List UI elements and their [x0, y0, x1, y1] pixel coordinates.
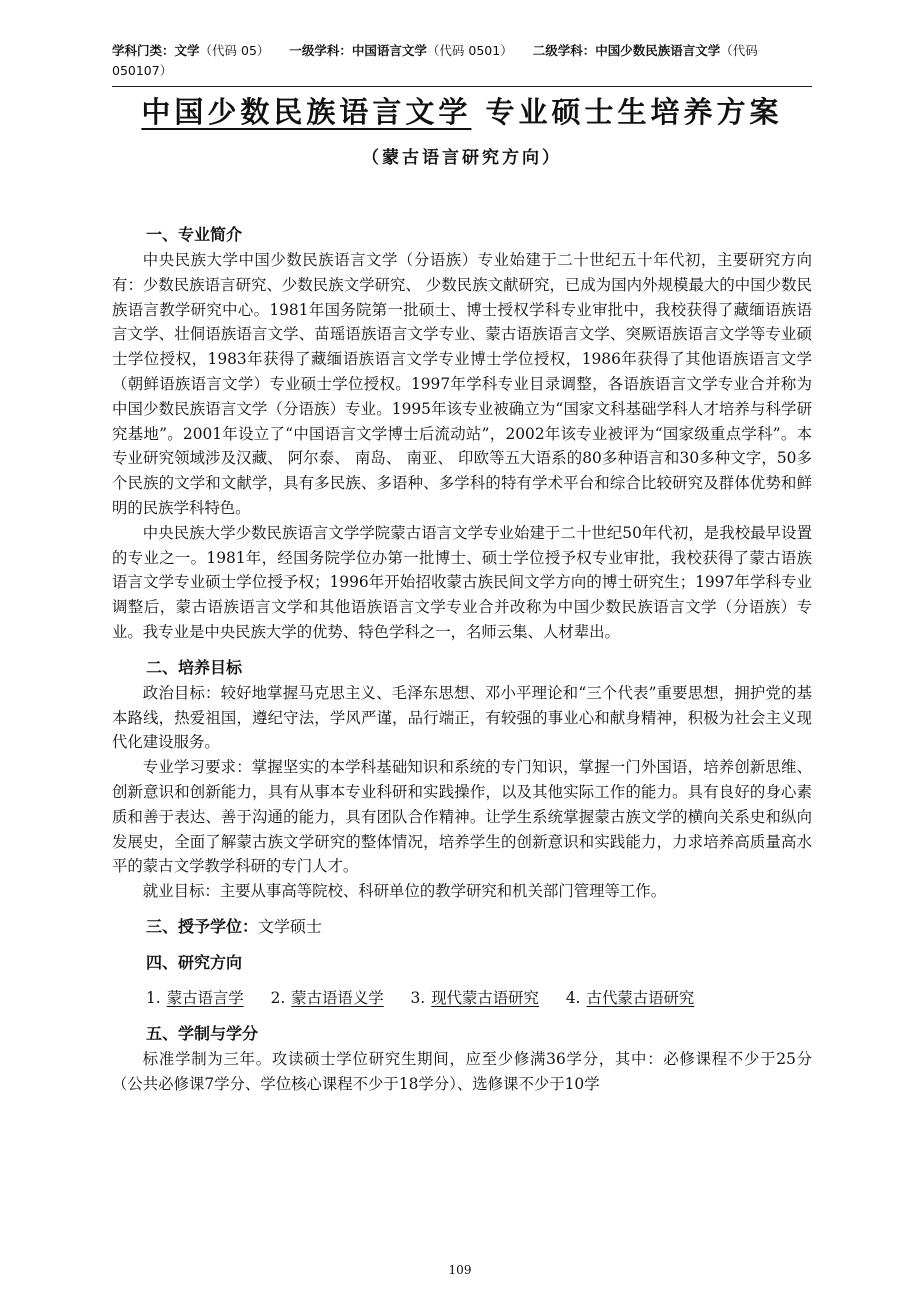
goals-paragraph-political: 政治目标：较好地掌握马克思主义、毛泽东思想、邓小平理论和“三个代表”重要思想，拥护党的基本路线，热爱祖国，遵纪守法，学风严谨，品行端正，有较强的事业心和献身精神，积极为社会主义现代化建设服务。	[112, 683, 812, 752]
section-heading-degree	[112, 914, 812, 940]
direction-label: 蒙古语言学	[166, 988, 244, 1007]
degree-value: 文学硕士	[258, 916, 323, 936]
list-item: 4. 古代蒙古语研究	[566, 986, 700, 1011]
level1-code: （代码 0501）	[426, 43, 513, 58]
section-heading-goals: 二、培养目标	[146, 657, 243, 677]
page-number: 109	[448, 1263, 472, 1277]
discipline-header	[112, 41, 812, 81]
goals-paragraph-employment: 就业目标：主要从事高等院校、科研单位的教学研究和机关部门管理等工作。	[142, 882, 667, 901]
list-item: 3. 现代蒙古语研究	[411, 986, 545, 1011]
list-item: 1. 蒙古语言学	[146, 986, 250, 1011]
intro-paragraph-2: 中央民族大学少数民族语言文学学院蒙古语言文学专业始建于二十世纪50年代初，是我校最早设置的专业之一。1981年，经国务院学位办第一批博士、硕士学位授予权专业审批，我校获得了蒙古语族语言文学专业硕士学位授予权；1996年开始招收蒙古族民间文学方向的博士研究生；1997年学科专业调整后，蒙古语族语言文学和其他语族语言文学专业合并改称为中国少数民族语言文学（分语族）专业。我专业是中央民族大学的优势、特色学科之一，名师云集、人材辈出。	[112, 523, 812, 641]
document-body	[112, 222, 812, 1096]
credits-paragraph: 标准学制为三年。攻读硕士学位研究生期间，应至少修满36学分，其中：必修课程不少于25分（公共必修课7学分、学位核心课程不少于18学分）、选修课不少于10学	[112, 1049, 812, 1093]
section-heading-credits: 五、学制与学分	[146, 1023, 259, 1043]
direction-label: 现代蒙古语研究	[431, 988, 539, 1007]
research-directions-list	[146, 986, 812, 1011]
header-rule	[112, 86, 812, 87]
direction-label: 蒙古语语义学	[291, 988, 384, 1007]
page-subtitle: （蒙古语言研究方向）	[362, 148, 562, 168]
level1-label: 一级学科：中国语言文学	[289, 43, 427, 58]
category-code: （代码 05）	[199, 43, 270, 58]
direction-label: 古代蒙古语研究	[586, 988, 695, 1007]
title-underlined: 中国少数民族语言文学	[141, 95, 472, 129]
intro-paragraph-1: 中央民族大学中国少数民族语言文学（分语族）专业始建于二十世纪五十年代初，主要研究方向有：少数民族语言研究、少数民族文学研究、 少数民族文献研究，已成为国内外规模最大的中国少数民族语言教学研究中心。1981年国务院第一批硕士、博士授权学科专业审批中，我校获得了藏缅语族语言文学、壮侗语族语言文学、苗瑶语族语言文学专业、蒙古语族语言文学、突厥语族语言文学等专业硕士学位授权，1983年获得了藏缅语族语言文学专业博士学位授权，1986年获得了其他语族语言文学（朝鲜语族语言文学）专业硕士学位授权。1997年学科专业目录调整，各语族语言文学专业合并称为中国少数民族语言文学（分语族）专业。1995年该专业被确立为“国家文科基础学科人才培养与科学研究基地”。2001年设立了“中国语言文学博士后流动站”，2002年该专业被评为“国家级重点学科”。本专业研究领域涉及汉藏、 阿尔泰、 南岛、 南亚、 印欧等五大语系的80多种语言和30多种文字，50多个民族的文学和文献学，具有多民族、多语种、多学科的特有学术平台和综合比较研究及群体优势和鲜明的民族学科特色。	[112, 251, 812, 517]
title-rest: 专业硕士生培养方案	[485, 95, 783, 129]
goals-paragraph-study: 专业学习要求：掌握坚实的本学科基础知识和系统的专门知识，掌握一门外国语，培养创新思维、创新意识和创新能力，具有从事本专业科研和实践操作，以及其他实际工作的能力。具有良好的身心素质和善于表达、善于沟通的能力，具有团队合作精神。让学生系统掌握蒙古族文学的横向关系史和纵向发展史，全面了解蒙古族文学研究的整体情况，培养学生的创新意识和实践能力，力求培养高质量高水平的蒙古文学教学科研的专门人才。	[112, 758, 812, 876]
degree-heading: 三、授予学位：	[146, 916, 259, 936]
section-heading-directions: 四、研究方向	[146, 952, 243, 972]
section-heading-intro: 一、专业简介	[146, 225, 243, 244]
level2-code: （代码 050107）	[112, 43, 758, 78]
list-item: 2. 蒙古语语义学	[271, 986, 390, 1011]
category-label: 学科门类：文学	[112, 43, 200, 58]
level2-label: 二级学科：中国少数民族语言文学	[532, 43, 721, 58]
page-title	[112, 92, 812, 132]
